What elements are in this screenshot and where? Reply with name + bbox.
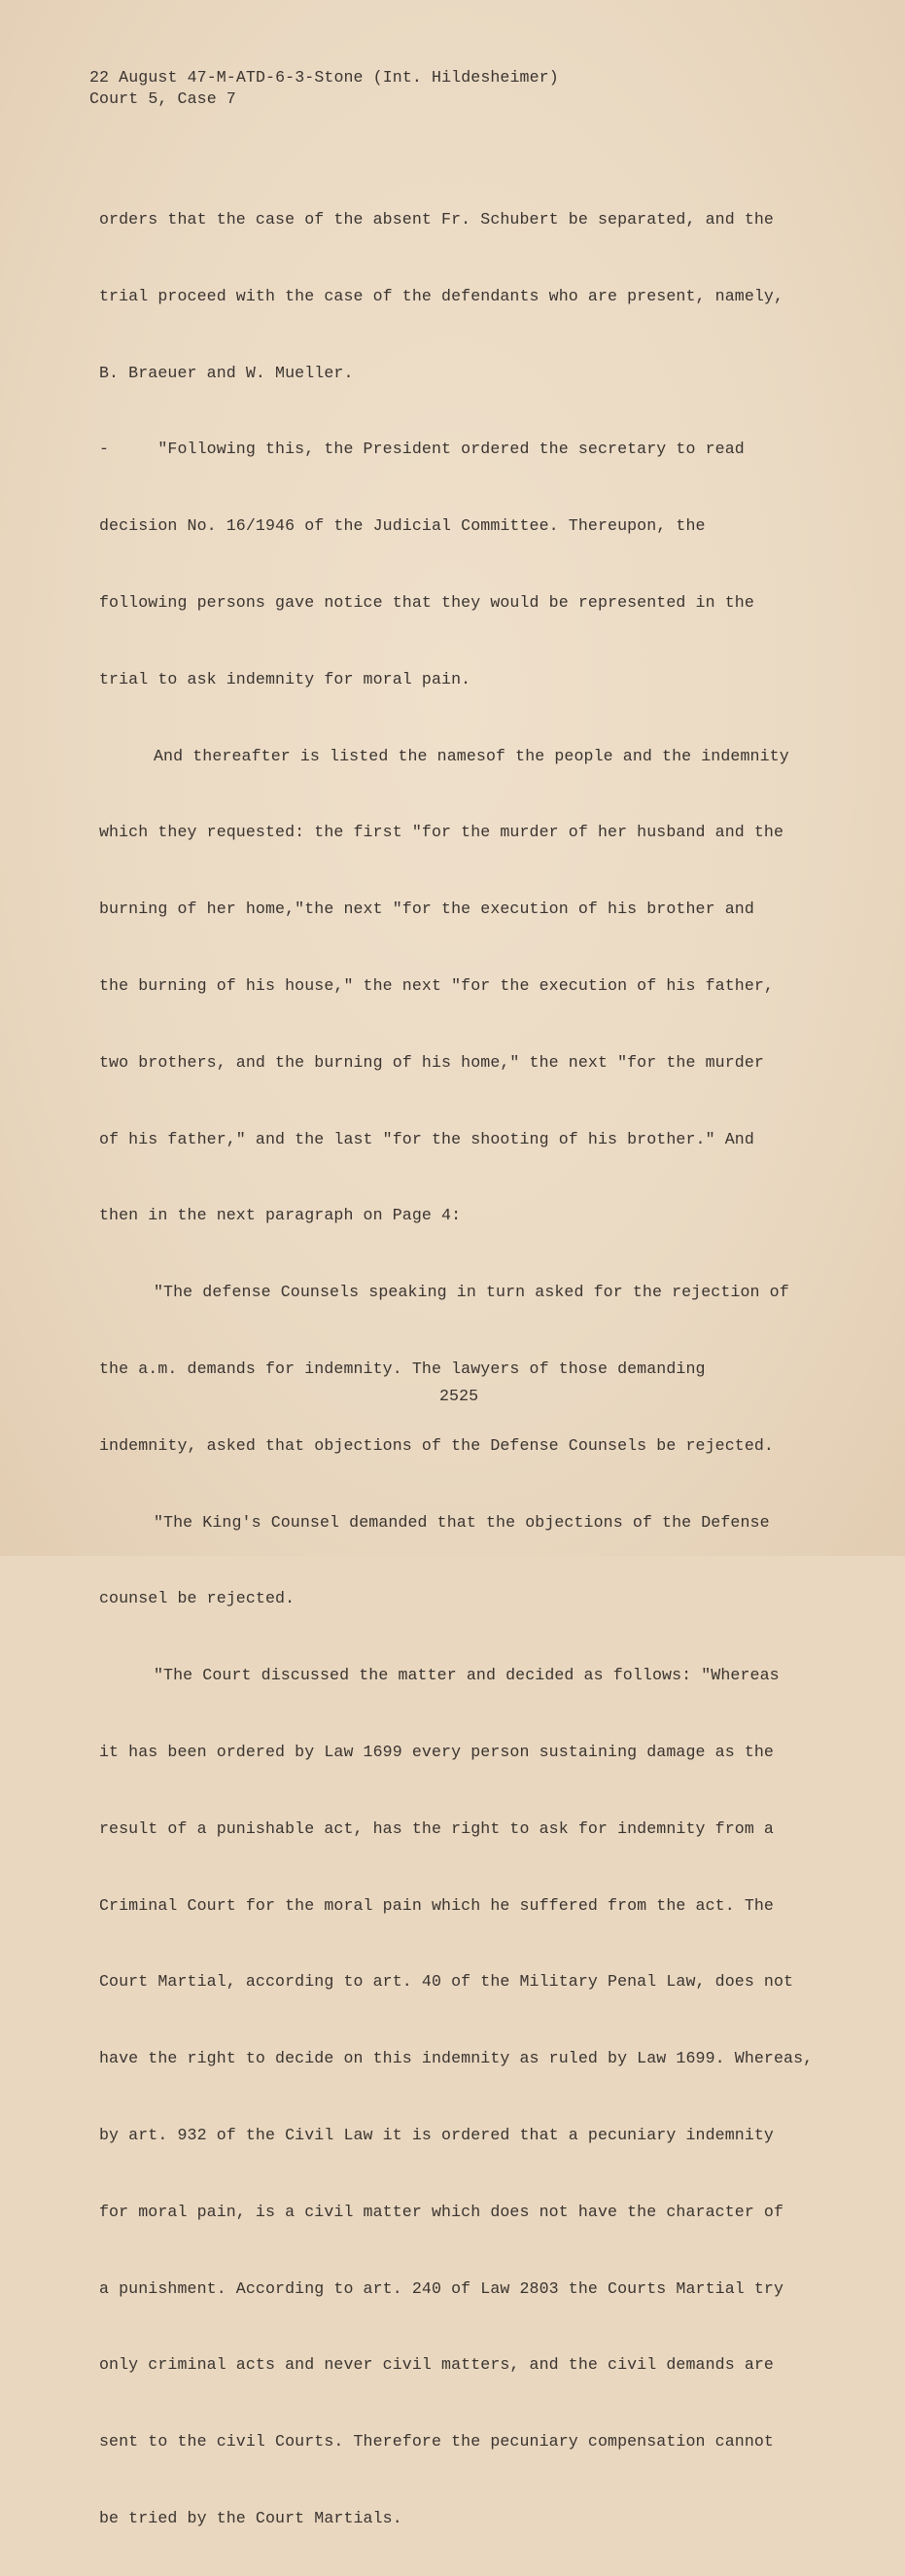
header-court-case: Court 5, Case 7	[89, 89, 236, 108]
text-line: counsel be rejected.	[99, 1589, 296, 1608]
page-number: 2525	[439, 1387, 479, 1405]
text-line: sent to the civil Courts. Therefore the pecuniary compensation cannot	[99, 2432, 774, 2452]
text-line: of his father," and the last "for the shooting of his brother." And	[99, 1129, 754, 1148]
text-line: orders that the case of the absent Fr. Schubert be separated, and the	[99, 210, 774, 229]
text-line: only criminal acts and never civil matters, and the civil demands are	[99, 2355, 774, 2375]
text-line: it has been ordered by Law 1699 every person sustaining damage as the	[99, 1742, 774, 1761]
text-line: result of a punishable act, has the right to ask for indemnity from a	[99, 1818, 774, 1838]
text-line: which they requested: the first "for the murder of her husband and the	[99, 823, 784, 842]
text-line: for moral pain, is a civil matter which does not have the character of	[99, 2202, 784, 2221]
text-line: "The defense Counsels speaking in turn asked for the rejection of	[154, 1283, 789, 1302]
text-line: have the right to decide on this indemnity as ruled by Law 1699. Whereas,	[99, 2049, 814, 2068]
text-line: indemnity, asked that objections of the Defense Counsels be rejected.	[99, 1435, 774, 1455]
text-line: by art. 932 of the Civil Law it is ordered that a pecuniary indemnity	[99, 2125, 774, 2144]
header-reference: 22 August 47-M-ATD-6-3-Stone (Int. Hildesheimer)	[89, 68, 559, 87]
text-line: the burning of his house," the next "for the execution of his father,	[99, 975, 774, 995]
text-line: a punishment. According to art. 240 of Law 2803 the Courts Martial try	[99, 2278, 784, 2298]
text-line: burning of her home,"the next "for the execution of his brother and	[99, 900, 754, 919]
text-line: two brothers, and the burning of his home," the next "for the murder	[99, 1052, 764, 1072]
text-line: And thereafter is listed the namesof the people and the indemnity	[154, 746, 789, 765]
text-line: B. Braeuer and W. Mueller.	[99, 363, 354, 382]
document-body	[99, 163, 813, 2576]
text-line: be tried by the Court Martials.	[99, 2508, 402, 2527]
text-line: "The King's Counsel demanded that the objections of the Defense	[154, 1512, 770, 1532]
text-line: Court Martial, according to art. 40 of the Military Penal Law, does not	[99, 1972, 794, 1992]
text-line: trial proceed with the case of the defendants who are present, namely,	[99, 286, 784, 305]
text-line: trial to ask indemnity for moral pain.	[99, 669, 471, 688]
text-line: the a.m. demands for indemnity. The lawyers of those demanding	[99, 1359, 706, 1378]
text-line: Criminal Court for the moral pain which he suffered from the act. The	[99, 1895, 774, 1915]
text-line: following persons gave notice that they would be represented in the	[99, 592, 754, 612]
text-line: decision No. 16/1946 of the Judicial Committee. Thereupon, the	[99, 516, 706, 536]
text-line: - "Following this, the President ordered the secretary to read	[99, 440, 745, 459]
text-line: "The Court discussed the matter and decided as follows: "Whereas	[154, 1666, 780, 1685]
text-line: then in the next paragraph on Page 4:	[99, 1206, 462, 1225]
